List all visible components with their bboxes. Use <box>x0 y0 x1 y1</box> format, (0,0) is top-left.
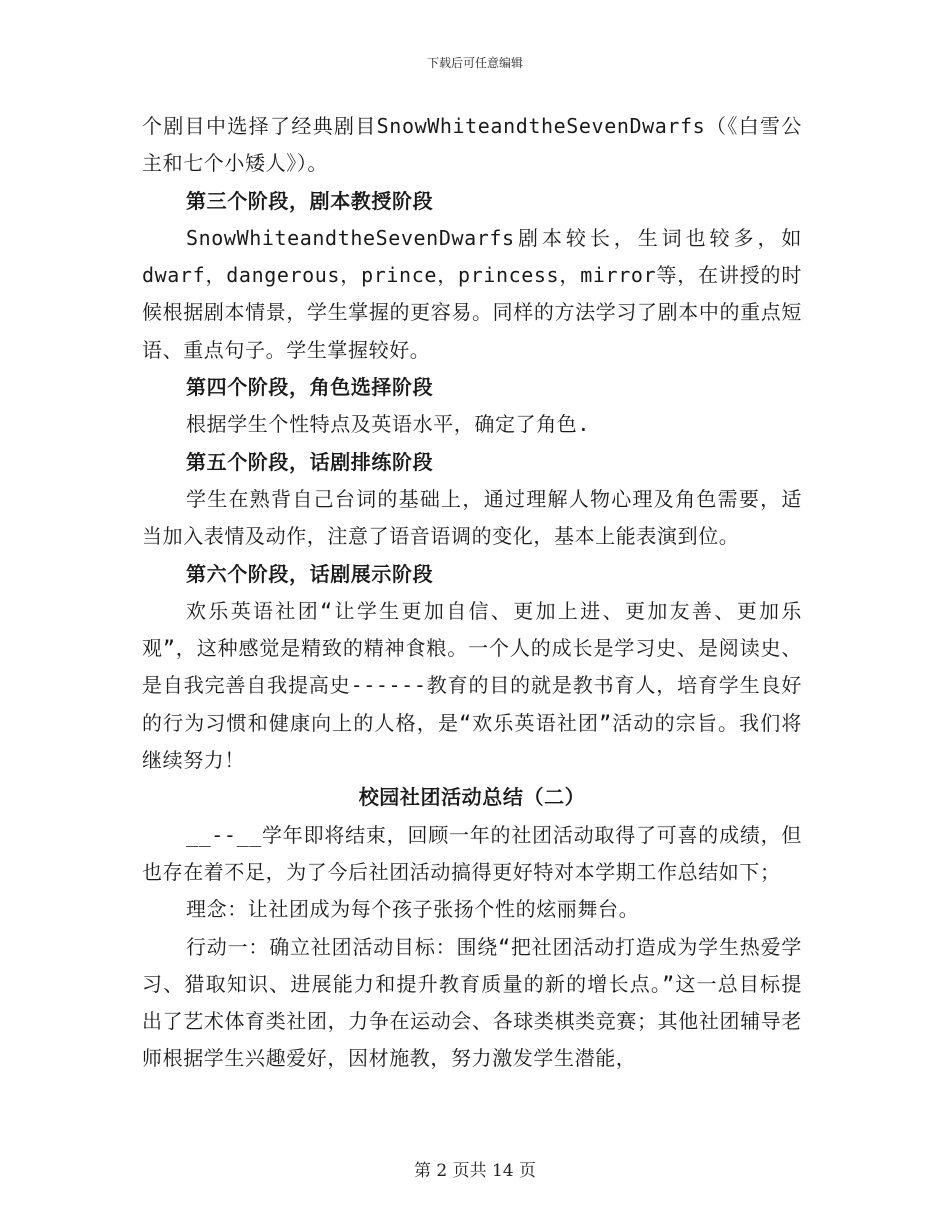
page-footer: 第 2 页共 14 页 <box>413 1161 537 1181</box>
paragraph-stage-six: 欢乐英语社团“让学生更加自信、更加上进、更加友善、更加乐观”，这种感觉是精致的精神食粮。一个人的成长是学习史、是阅读史、是自我完善自我提高史------教育的目的就是教书育人，培育学生良好的行为习惯和健康向上的人格，是“欢乐英语社团”活动的宗旨。我们将继续努力！ <box>142 598 802 773</box>
paragraph-philosophy: 理念：让社团成为每个孩子张扬个性的炫丽舞台。 <box>186 897 640 922</box>
paragraph-stage-five: 学生在熟背自己台词的基础上，通过理解人物心理及角色需要，适当加入表情及动作，注意了语音语调的变化，基本上能表演到位。 <box>142 486 802 549</box>
paragraph-play-selection: 个剧目中选择了经典剧目SnowWhiteandtheSevenDwarfs（《白雪公主和七个小矮人》）。 <box>142 114 802 176</box>
heading-stage-six: 第六个阶段，话剧展示阶段 <box>186 561 434 586</box>
heading-stage-five: 第五个阶段，话剧排练阶段 <box>186 449 434 474</box>
paragraph-stage-three: SnowWhiteandtheSevenDwarfs剧本较长，生词也较多，如dwarf，dangerous，prince，princess，mirror等，在讲授的时候根据剧本情景，学生掌握的更容易。同样的方法学习了剧本中的重点短语、重点句子。学生掌握较好。 <box>142 225 802 362</box>
paragraph-stage-four: 根据学生个性特点及英语水平，确定了角色. <box>186 412 591 437</box>
heading-stage-three: 第三个阶段，剧本教授阶段 <box>186 188 434 213</box>
paragraph-intro: __--__学年即将结束，回顾一年的社团活动取得了可喜的成绩，但也存在着不足，为了今后社团活动搞得更好特对本学期工作总结如下； <box>142 822 802 884</box>
heading-stage-four: 第四个阶段，角色选择阶段 <box>186 375 434 400</box>
document-body <box>142 108 802 1078</box>
section-title: 校园社团活动总结（二） <box>358 785 586 810</box>
paragraph-action-one: 行动一：确立社团活动目标：围绕“把社团活动打造成为学生热爱学习、猎取知识、进展能力和提升教育质量的新的增长点。”这一总目标提出了艺术体育类社团，力争在运动会、各球类棋类竞赛；其他社团辅导老师根据学生兴趣爱好，因材施教，努力激发学生潜能， <box>142 934 802 1071</box>
page-header: 下载后可任意编辑 <box>426 56 523 70</box>
